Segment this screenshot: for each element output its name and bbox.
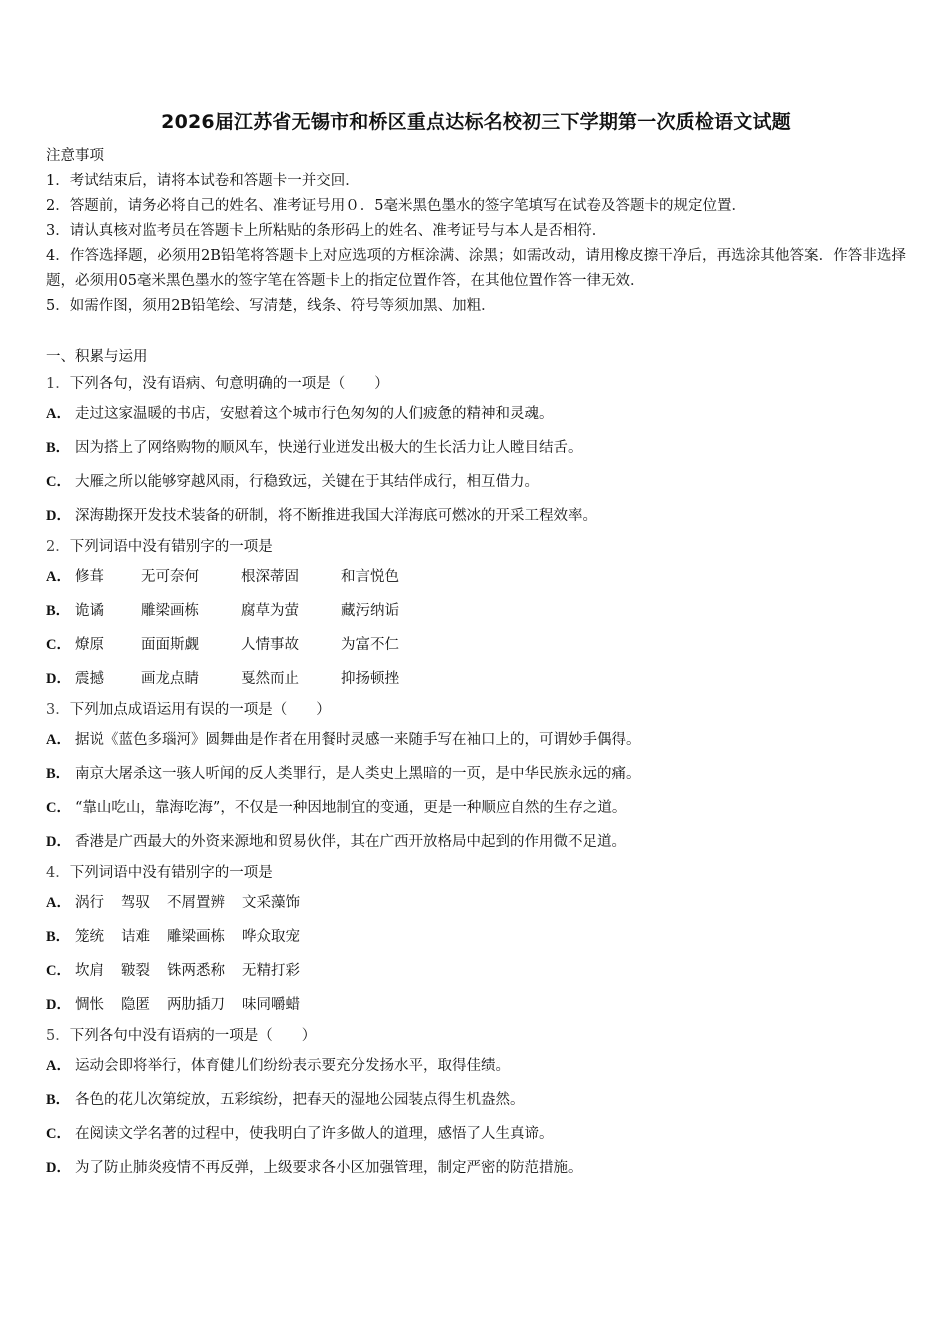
exam-title: 2026届江苏省无锡市和桥区重点达标名校初三下学期第一次质检语文试题	[161, 111, 791, 133]
option-letter: B．	[46, 1092, 71, 1108]
option-letter: B．	[46, 929, 71, 945]
question-5	[46, 1024, 906, 1185]
option-letter: A．	[46, 406, 71, 422]
option-letter: D．	[46, 508, 71, 524]
option-text: 南京大屠杀这一骇人听闻的反人类罪行，是人类史上黑暗的一页，是中华民族永远的痛。	[75, 766, 641, 782]
option-word: 铢两悉称	[167, 963, 225, 979]
option-word: 味同嚼蜡	[242, 997, 300, 1013]
question-text: 下列词语中没有错别字的一项是	[69, 865, 273, 881]
question-text: 下列各句，没有语病、句意明确的一项是（ ）	[69, 376, 389, 392]
option-word: 坎肩	[75, 963, 104, 979]
option-word: 震撼	[75, 671, 104, 687]
option-letter: C．	[46, 1126, 71, 1142]
question-number: 2．	[46, 539, 70, 555]
option-text: 各色的花儿次第绽放，五彩缤纷，把春天的湿地公园装点得生机盎然。	[75, 1092, 525, 1108]
option-c	[46, 1117, 906, 1151]
option-text: 为了防止肺炎疫情不再反弹，上级要求各小区加强管理，制定严密的防范措施。	[75, 1160, 583, 1176]
option-word: 雕梁画栋	[167, 929, 225, 945]
option-d	[46, 499, 906, 533]
option-word: 根深蒂固	[241, 569, 299, 585]
notice-item: 5．如需作图，须用2B铅笔绘、写清楚，线条、符号等须加黑、加粗．	[46, 298, 496, 314]
question-3	[46, 698, 906, 859]
option-b	[46, 594, 906, 628]
question-stem	[46, 372, 906, 397]
notice-item: 2．答题前，请务必将自己的姓名、准考证号用０．5毫米黑色墨水的签字笔填写在试卷及答题卡的规定位置．	[46, 198, 746, 214]
option-text: 因为搭上了网络购物的顺风车，快递行业迸发出极大的生长活力让人瞠目结舌。	[75, 440, 583, 456]
option-word: 无可奈何	[141, 569, 199, 585]
option-word: 涡行	[75, 895, 104, 911]
question-text: 下列加点成语运用有误的一项是（ ）	[69, 702, 331, 718]
option-letter: C．	[46, 963, 71, 979]
option-letter: B．	[46, 766, 71, 782]
notice-item: 3．请认真核对监考员在答题卡上所粘贴的条形码上的姓名、准考证号与本人是否相符．	[46, 223, 607, 239]
option-word: 隐匿	[121, 997, 150, 1013]
option-word: 和言悦色	[341, 569, 399, 585]
option-letter: A．	[46, 895, 71, 911]
option-word: 哗众取宠	[242, 929, 300, 945]
question-number: 1．	[46, 376, 70, 392]
option-b	[46, 431, 906, 465]
option-letter: D．	[46, 671, 71, 687]
option-a	[46, 723, 906, 757]
question-text: 下列词语中没有错别字的一项是	[69, 539, 273, 555]
option-word: 无精打彩	[242, 963, 300, 979]
question-number: 3．	[46, 702, 70, 718]
option-c	[46, 628, 906, 662]
option-word: 藏污纳诟	[341, 603, 399, 619]
option-word: 皲裂	[121, 963, 150, 979]
option-d	[46, 825, 906, 859]
question-number: 5．	[46, 1028, 70, 1044]
option-text: 走过这家温暖的书店，安慰着这个城市行色匆匆的人们疲惫的精神和灵魂。	[75, 406, 554, 422]
option-word: 修葺	[75, 569, 104, 585]
option-d	[46, 1151, 906, 1185]
option-b	[46, 757, 906, 791]
option-b	[46, 1083, 906, 1117]
option-a	[46, 1049, 906, 1083]
option-b	[46, 920, 906, 954]
option-text: 据说《蓝色多瑙河》圆舞曲是作者在用餐时灵感一来随手写在袖口上的，可谓妙手偶得。	[75, 732, 641, 748]
option-word: 笼统	[75, 929, 104, 945]
option-word: 燎原	[75, 637, 104, 653]
question-stem	[46, 1024, 906, 1049]
question-2	[46, 535, 906, 696]
option-text: 运动会即将举行，体育健儿们纷纷表示要充分发扬水平，取得佳绩。	[75, 1058, 510, 1074]
option-word: 诡谲	[75, 603, 104, 619]
option-c	[46, 791, 906, 825]
option-word: 诘难	[121, 929, 150, 945]
option-text: 大雁之所以能够穿越风雨，行稳致远，关键在于其结伴成行，相互借力。	[75, 474, 539, 490]
question-number: 4．	[46, 865, 70, 881]
option-word: 腐草为萤	[241, 603, 299, 619]
option-d	[46, 988, 906, 1022]
notice-block	[46, 144, 906, 319]
option-letter: B．	[46, 440, 71, 456]
option-word: 不屑置辨	[167, 895, 225, 911]
option-letter: B．	[46, 603, 71, 619]
notice-item: 4．作答选择题，必须用2B铅笔将答题卡上对应选项的方框涂满、涂黑；如需改动，请用橡皮擦干净后，再选涂其他答案．作答非选择题，必须用05毫米黑色墨水的签字笔在答题卡上的指定位置作答，在其他位置作答一律无效．	[46, 248, 906, 289]
notice-heading: 注意事项	[46, 148, 104, 164]
question-1	[46, 372, 906, 533]
question-stem	[46, 535, 906, 560]
option-a	[46, 397, 906, 431]
option-letter: D．	[46, 834, 71, 850]
option-word: 为富不仁	[341, 637, 399, 653]
question-stem	[46, 861, 906, 886]
option-text: “靠山吃山，靠海吃海”，不仅是一种因地制宜的变通，更是一种顺应自然的生存之道。	[75, 800, 627, 816]
question-4	[46, 861, 906, 1022]
option-word: 画龙点睛	[141, 671, 199, 687]
option-word: 抑扬顿挫	[341, 671, 399, 687]
option-word: 雕梁画栋	[141, 603, 199, 619]
option-a	[46, 886, 906, 920]
option-letter: C．	[46, 637, 71, 653]
option-word: 驾驭	[121, 895, 150, 911]
option-word: 戛然而止	[241, 671, 299, 687]
option-letter: A．	[46, 732, 71, 748]
option-c	[46, 465, 906, 499]
option-letter: A．	[46, 569, 71, 585]
option-letter: C．	[46, 800, 71, 816]
exam-page	[46, 108, 906, 1185]
option-d	[46, 662, 906, 696]
notice-item: 1．考试结束后，请将本试卷和答题卡一并交回．	[46, 173, 360, 189]
option-letter: D．	[46, 997, 71, 1013]
option-c	[46, 954, 906, 988]
option-text: 在阅读文学名著的过程中，使我明白了许多做人的道理，感悟了人生真谛。	[75, 1126, 554, 1142]
option-word: 面面斯觑	[141, 637, 199, 653]
section-title: 一、积累与运用	[46, 349, 148, 365]
question-text: 下列各句中没有语病的一项是（ ）	[69, 1028, 317, 1044]
option-text: 香港是广西最大的外资来源地和贸易伙伴，其在广西开放格局中起到的作用微不足道。	[75, 834, 626, 850]
option-text: 深海勘探开发技术装备的研制，将不断推进我国大洋海底可燃冰的开采工程效率。	[75, 508, 597, 524]
option-letter: A．	[46, 1058, 71, 1074]
option-letter: C．	[46, 474, 71, 490]
option-letter: D．	[46, 1160, 71, 1176]
question-stem	[46, 698, 906, 723]
option-word: 两肋插刀	[167, 997, 225, 1013]
option-a	[46, 560, 906, 594]
option-word: 惆怅	[75, 997, 104, 1013]
option-word: 文采藻饰	[242, 895, 300, 911]
option-word: 人情事故	[241, 637, 299, 653]
